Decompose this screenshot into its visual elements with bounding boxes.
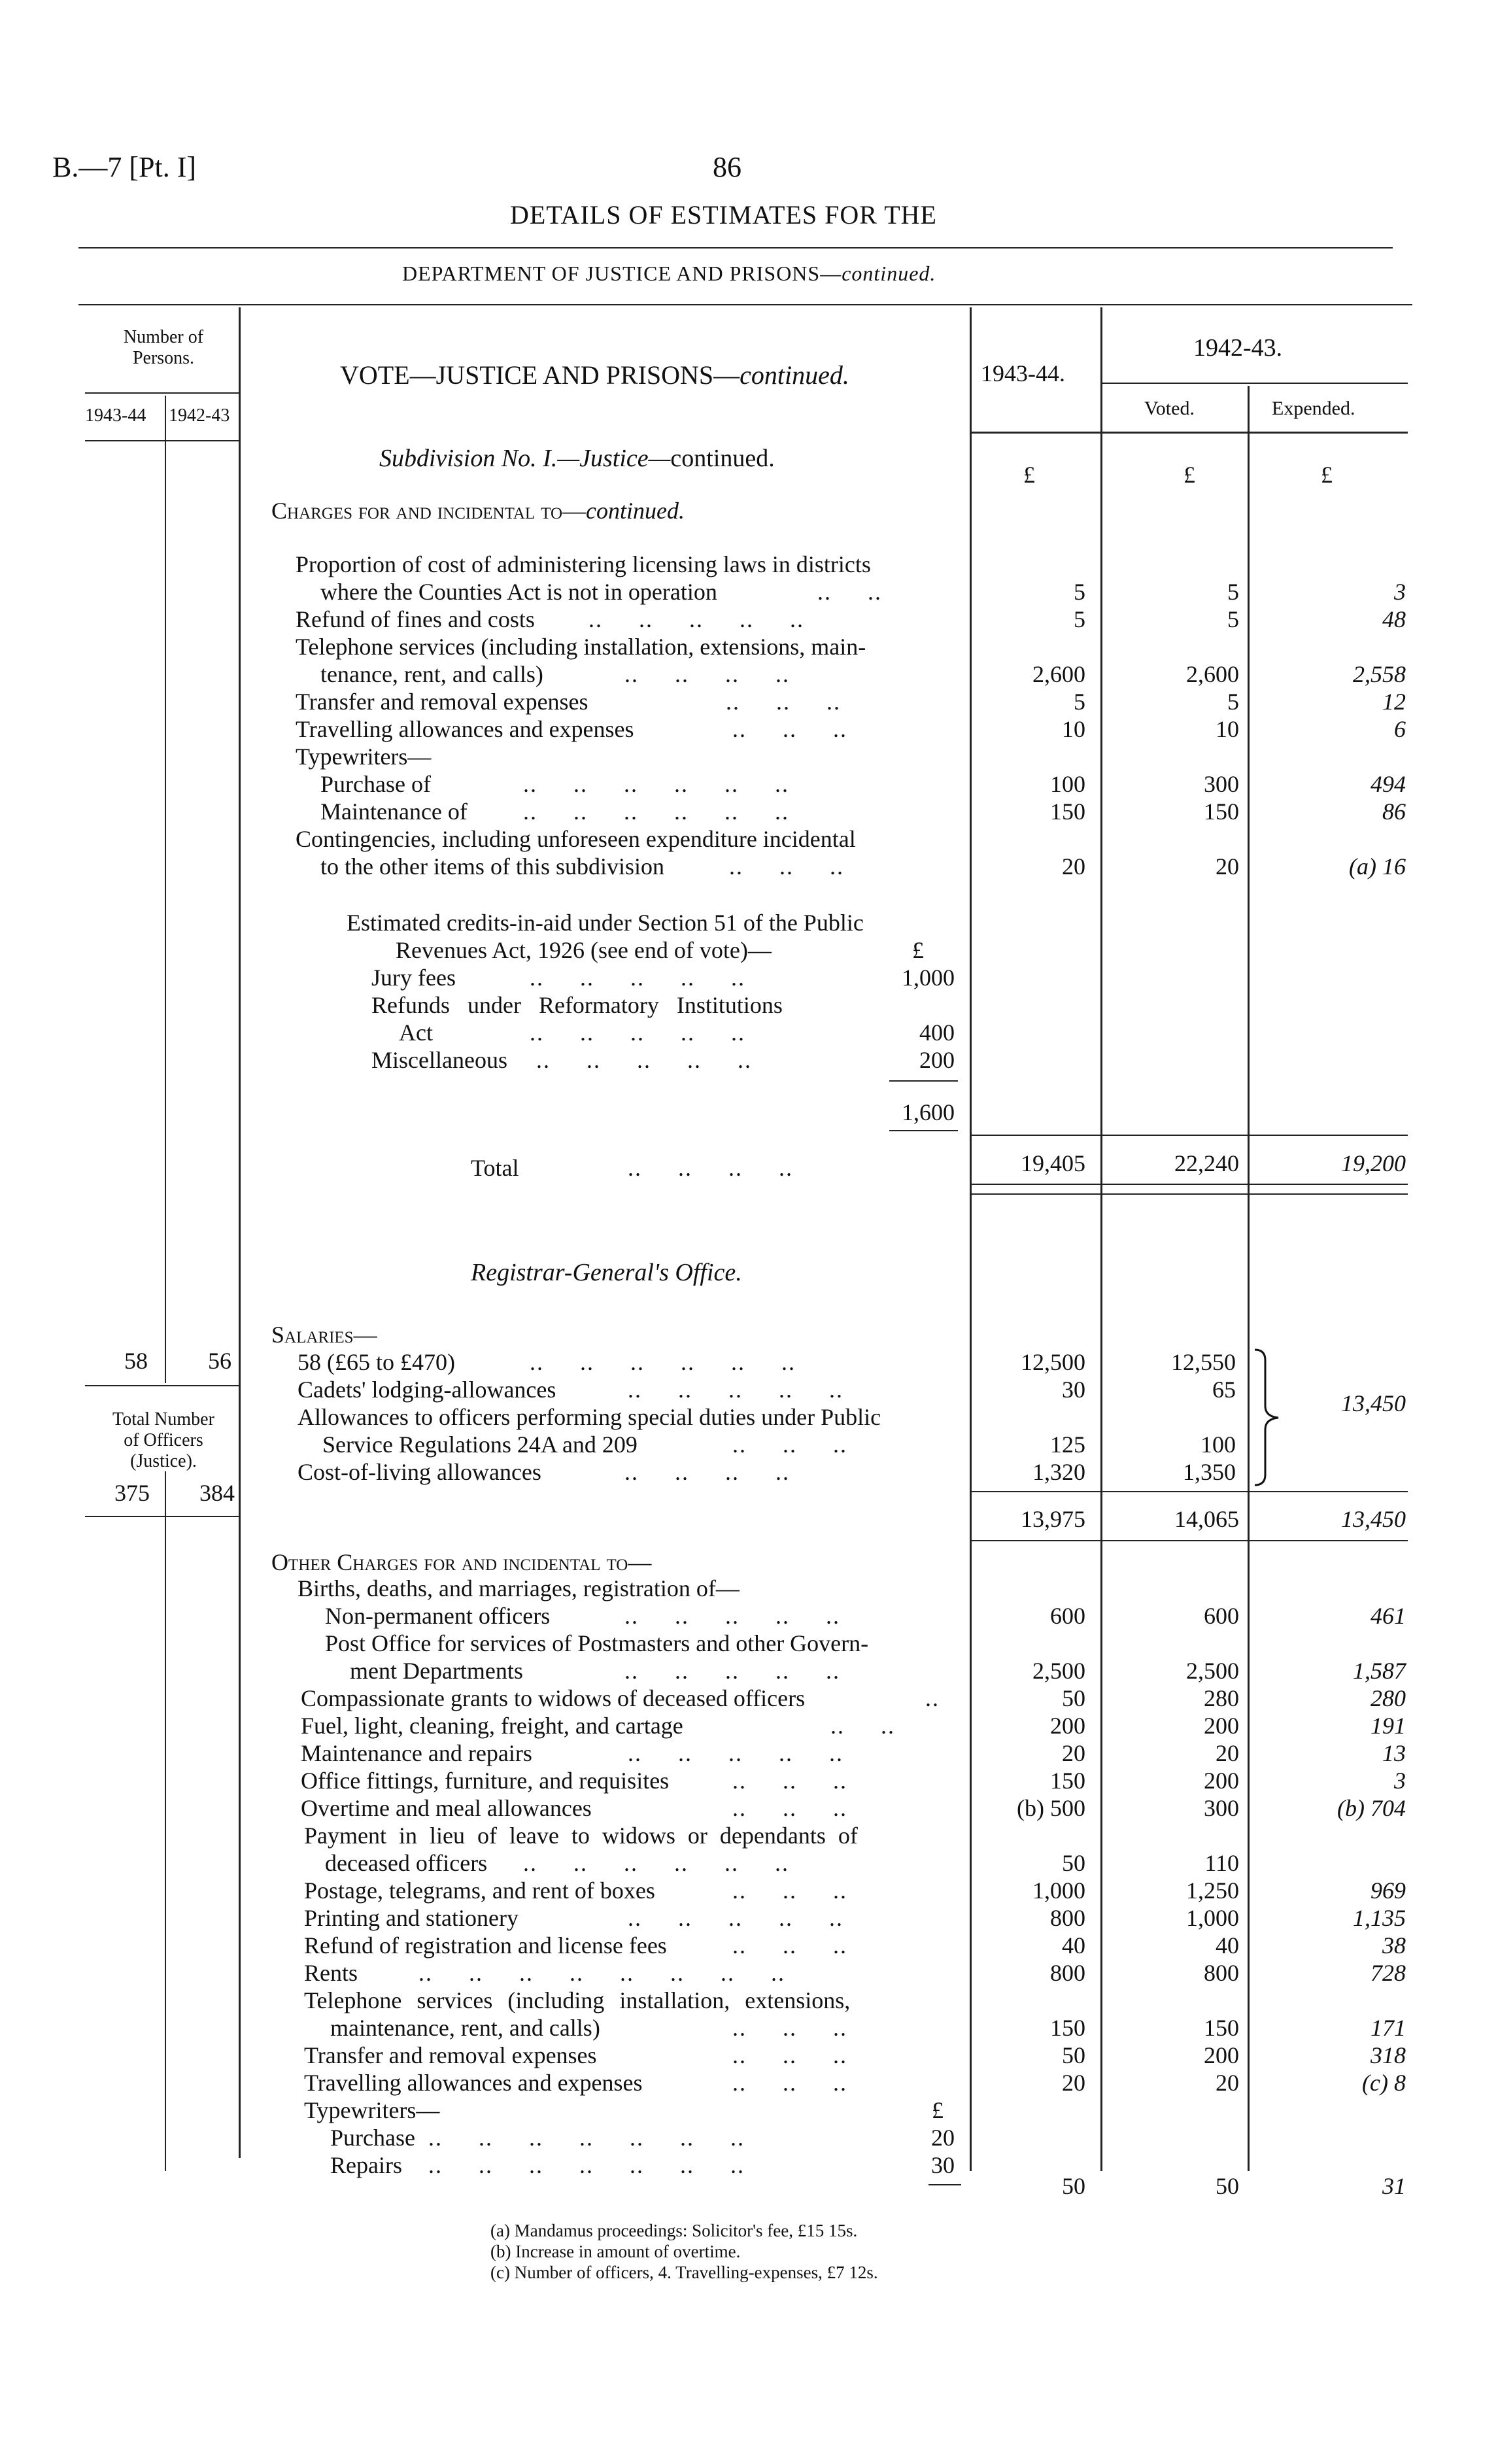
value-expended: 171 <box>1370 2015 1406 2041</box>
value-expended: 6 <box>1394 716 1406 742</box>
value-voted: 5 <box>1227 689 1239 715</box>
value-1943: 20 <box>1062 1740 1085 1766</box>
value-expended: 728 <box>1370 1960 1406 1986</box>
value-1943: 1,320 <box>1032 1459 1085 1485</box>
value-1943: 800 <box>1050 1960 1085 1986</box>
charges-heading <box>271 497 685 524</box>
total-officers-1942: 384 <box>199 1480 235 1506</box>
list-item: Printing and stationery <box>304 1905 519 1931</box>
number-of-persons-header: Number of Persons. <box>123 327 204 368</box>
list-item: Transfer and removal expenses <box>296 689 588 715</box>
page-title: DETAILS OF ESTIMATES FOR THE <box>510 200 937 230</box>
total-officers-1943: 375 <box>114 1480 150 1506</box>
list-item: Telephone services (including installation, extensions, main- <box>296 634 866 660</box>
value-expended: 86 <box>1382 798 1406 825</box>
typewriters-purchase: Purchase <box>330 2125 415 2151</box>
credits-refunds-value: 400 <box>919 1019 955 1046</box>
value-1943: 50 <box>1062 1850 1085 1876</box>
pound-col2: £ <box>1183 462 1195 488</box>
value-voted: 5 <box>1227 579 1239 605</box>
value-voted: 2,600 <box>1186 661 1239 687</box>
subtitle-text: DEPARTMENT OF JUSTICE AND PRISONS— <box>402 262 842 285</box>
value-expended: 280 <box>1370 1685 1406 1711</box>
value-1943: 5 <box>1074 606 1085 632</box>
typewriters-purchase-value: 20 <box>931 2125 955 2151</box>
footnotes <box>490 2220 878 2283</box>
page-number: 86 <box>713 151 741 183</box>
value-voted: 200 <box>1204 1713 1239 1739</box>
value-expended: 494 <box>1370 771 1406 797</box>
value-1943: 150 <box>1050 798 1085 825</box>
value-voted: 20 <box>1216 853 1239 880</box>
justice-total-label: Total <box>471 1155 519 1181</box>
list-item: Telephone services (including installation, extensions, <box>304 1987 851 2013</box>
value-expended: 48 <box>1382 606 1406 632</box>
list-item: Travelling allowances and expenses <box>296 716 634 742</box>
value-voted: 5 <box>1227 606 1239 632</box>
credits-pound: £ <box>912 937 924 963</box>
credits-refunds-cont: Act <box>399 1019 433 1046</box>
value-1943: 2,600 <box>1032 661 1085 687</box>
typewriters-repairs: Repairs <box>330 2152 402 2178</box>
value-1943: 30 <box>1062 1377 1085 1403</box>
value-expended: 12 <box>1382 689 1406 715</box>
credits-line-1: Estimated credits-in-aid under Section 51 of the Public <box>347 910 864 936</box>
salaries-total-1943: 13,975 <box>1021 1506 1085 1532</box>
salaries-total-expended: 13,450 <box>1341 1506 1406 1532</box>
typewriters-repairs-value: 30 <box>931 2152 955 2178</box>
list-item: Typewriters— <box>296 744 432 770</box>
value-expended: 3 <box>1394 579 1406 605</box>
footnote-c: (c) Number of officers, 4. Travelling-expenses, £7 12s. <box>490 2263 878 2282</box>
value-voted: 200 <box>1204 2042 1239 2068</box>
credits-misc: Miscellaneous <box>371 1047 507 1073</box>
value-1943: 20 <box>1062 853 1085 880</box>
value-1943: 100 <box>1050 771 1085 797</box>
list-item: Postage, telegrams, and rent of boxes <box>304 1877 655 1904</box>
value-expended: 2,558 <box>1353 661 1406 687</box>
typewriters-total-1943: 50 <box>1062 2173 1085 2199</box>
footnote-b: (b) Increase in amount of overtime. <box>490 2242 741 2261</box>
list-item-cont: tenance, rent, and calls) <box>320 661 543 687</box>
credits-jury: Jury fees <box>371 965 456 991</box>
value-voted: 300 <box>1204 1795 1239 1821</box>
credits-misc-value: 200 <box>919 1047 955 1073</box>
section-subtitle <box>402 262 936 286</box>
credits-line-2: Revenues Act, 1926 (see end of vote)— <box>396 937 772 963</box>
list-item: Births, deaths, and marriages, registration of— <box>298 1575 740 1601</box>
value-voted: 150 <box>1204 798 1239 825</box>
list-item: Proportion of cost of administering licensing laws in districts <box>296 551 871 577</box>
list-item: Maintenance of <box>320 798 468 825</box>
value-expended: (c) 8 <box>1362 2070 1406 2096</box>
value-voted: 10 <box>1216 716 1239 742</box>
page-ref: B.—7 [Pt. I] <box>52 151 196 183</box>
justice-total-voted: 22,240 <box>1174 1150 1239 1176</box>
list-item: Non-permanent officers <box>325 1603 551 1629</box>
value-1943: 5 <box>1074 689 1085 715</box>
value-expended: 191 <box>1370 1713 1406 1739</box>
list-item-cont: to the other items of this subdivision <box>320 853 664 880</box>
list-item: Overtime and meal allowances <box>301 1795 592 1821</box>
total-officers-line2: of Officers <box>124 1430 203 1450</box>
year-header-a: 1943-44 <box>85 405 146 426</box>
value-expended: 1,135 <box>1353 1905 1406 1931</box>
list-item: Travelling allowances and expenses <box>304 2070 643 2096</box>
list-item: Compassionate grants to widows of deceased officers <box>301 1685 806 1711</box>
justice-total-1943: 19,405 <box>1021 1150 1085 1176</box>
list-item-cont: where the Counties Act is not in operation <box>320 579 717 605</box>
value-voted: 65 <box>1212 1377 1236 1403</box>
value-1943: 50 <box>1062 2042 1085 2068</box>
list-item: Cadets' lodging-allowances <box>298 1377 556 1403</box>
vote-title-continued: continued. <box>740 360 849 390</box>
value-1943: 5 <box>1074 579 1085 605</box>
typewriters-pound: £ <box>932 2097 944 2123</box>
persons-1943: 58 <box>124 1348 148 1374</box>
value-1943: 600 <box>1050 1603 1085 1629</box>
value-voted: 300 <box>1204 771 1239 797</box>
registrar-title: Registrar-General's Office. <box>471 1259 742 1286</box>
value-1943: 12,500 <box>1021 1349 1085 1375</box>
expended-header: Expended. <box>1272 398 1355 419</box>
value-voted: 1,000 <box>1186 1905 1239 1931</box>
list-item: Fuel, light, cleaning, freight, and cartage <box>301 1713 683 1739</box>
value-1943: 10 <box>1062 716 1085 742</box>
value-voted: 12,550 <box>1171 1349 1236 1375</box>
voted-header: Voted. <box>1144 398 1195 419</box>
value-voted: 40 <box>1216 1932 1239 1959</box>
value-voted: 20 <box>1216 2070 1239 2096</box>
value-voted: 600 <box>1204 1603 1239 1629</box>
value-voted: 280 <box>1204 1685 1239 1711</box>
value-1943: 20 <box>1062 2070 1085 2096</box>
value-1943: 40 <box>1062 1932 1085 1959</box>
subdivision-title-text: Subdivision No. I.—Justice— <box>379 445 671 472</box>
typewriters-total-expended: 31 <box>1382 2173 1406 2199</box>
salaries-heading: Salaries— <box>271 1322 377 1348</box>
subdivision-title <box>379 445 775 472</box>
year-header-b: 1942-43 <box>169 405 230 426</box>
total-officers-line1: Total Number <box>112 1409 214 1429</box>
value-voted: 200 <box>1204 1768 1239 1794</box>
value-voted: 2,500 <box>1186 1658 1239 1684</box>
list-item: Cost-of-living allowances <box>298 1459 541 1485</box>
value-1943: 800 <box>1050 1905 1085 1931</box>
value-1943: 125 <box>1050 1431 1085 1458</box>
credits-jury-value: 1,000 <box>902 965 955 991</box>
footnote-a: (a) Mandamus proceedings: Solicitor's fee, £15 15s. <box>490 2221 858 2240</box>
value-voted: 150 <box>1204 2015 1239 2041</box>
value-expended: 13 <box>1382 1740 1406 1766</box>
list-item: Allowances to officers performing special duties under Public <box>298 1404 881 1430</box>
list-item: Typewriters— <box>304 2097 440 2123</box>
persons-1942: 56 <box>208 1348 231 1374</box>
value-voted: 20 <box>1216 1740 1239 1766</box>
value-expended: 3 <box>1394 1768 1406 1794</box>
value-voted: 110 <box>1204 1850 1239 1876</box>
value-expended: 318 <box>1370 2042 1406 2068</box>
list-item: Post Office for services of Postmasters and other Govern- <box>325 1630 869 1656</box>
list-item: Payment in lieu of leave to widows or dependants of <box>304 1822 858 1849</box>
vote-title-text: VOTE—JUSTICE AND PRISONS— <box>340 360 740 390</box>
list-item: Transfer and removal expenses <box>304 2042 597 2068</box>
salaries-total-voted: 14,065 <box>1174 1506 1239 1532</box>
list-item: Refund of registration and license fees <box>304 1932 667 1959</box>
list-item: Purchase of <box>320 771 431 797</box>
list-item: Contingencies, including unforeseen expenditure incidental <box>296 826 856 852</box>
col-1942-header: 1942-43. <box>1193 334 1283 362</box>
value-expended: 461 <box>1370 1603 1406 1629</box>
value-voted: 100 <box>1200 1431 1236 1458</box>
value-voted: 1,250 <box>1186 1877 1239 1904</box>
list-item-cont: ment Departments <box>350 1658 523 1684</box>
charges-heading-continued: continued. <box>586 498 685 524</box>
list-item-cont: deceased officers <box>325 1850 488 1876</box>
pound-col1: £ <box>1023 462 1035 488</box>
value-voted: 1,350 <box>1183 1459 1236 1485</box>
value-expended: (a) 16 <box>1349 853 1406 880</box>
credits-refunds: Refunds under Reformatory Institutions <box>371 992 783 1018</box>
value-1943: 1,000 <box>1032 1877 1085 1904</box>
vote-title <box>340 360 849 390</box>
pound-col3: £ <box>1321 462 1333 488</box>
value-voted: 800 <box>1204 1960 1239 1986</box>
value-1943: (b) 500 <box>1017 1795 1085 1821</box>
list-item: Rents <box>304 1960 358 1986</box>
value-expended: 38 <box>1382 1932 1406 1959</box>
subtitle-continued: continued. <box>842 262 936 285</box>
salaries-expended: 13,450 <box>1341 1390 1406 1416</box>
justice-total-expended: 19,200 <box>1341 1150 1406 1176</box>
list-item: Refund of fines and costs <box>296 606 535 632</box>
list-item-cont: Service Regulations 24A and 209 <box>322 1431 638 1458</box>
credits-total-value: 1,600 <box>902 1099 955 1125</box>
value-1943: 200 <box>1050 1713 1085 1739</box>
value-1943: 150 <box>1050 2015 1085 2041</box>
subdivision-continued: continued. <box>670 445 775 472</box>
value-expended: (b) 704 <box>1337 1795 1406 1821</box>
list-item: 58 (£65 to £470) <box>298 1349 455 1375</box>
value-1943: 2,500 <box>1032 1658 1085 1684</box>
value-expended: 1,587 <box>1353 1658 1406 1684</box>
total-officers-label <box>88 1409 239 1472</box>
other-charges-heading: Other Charges for and incidental to— <box>271 1549 652 1575</box>
charges-heading-text: Charges for and incidental to— <box>271 498 587 524</box>
list-item-cont: maintenance, rent, and calls) <box>330 2015 600 2041</box>
value-1943: 150 <box>1050 1768 1085 1794</box>
list-item: Maintenance and repairs <box>301 1740 532 1766</box>
value-expended: 969 <box>1370 1877 1406 1904</box>
value-1943: 50 <box>1062 1685 1085 1711</box>
typewriters-total-voted: 50 <box>1216 2173 1239 2199</box>
list-item: Office fittings, furniture, and requisites <box>301 1768 670 1794</box>
brace-icon <box>1252 1347 1285 1488</box>
col-1943-header: 1943-44. <box>981 360 1065 386</box>
total-officers-line3: (Justice). <box>130 1451 197 1471</box>
